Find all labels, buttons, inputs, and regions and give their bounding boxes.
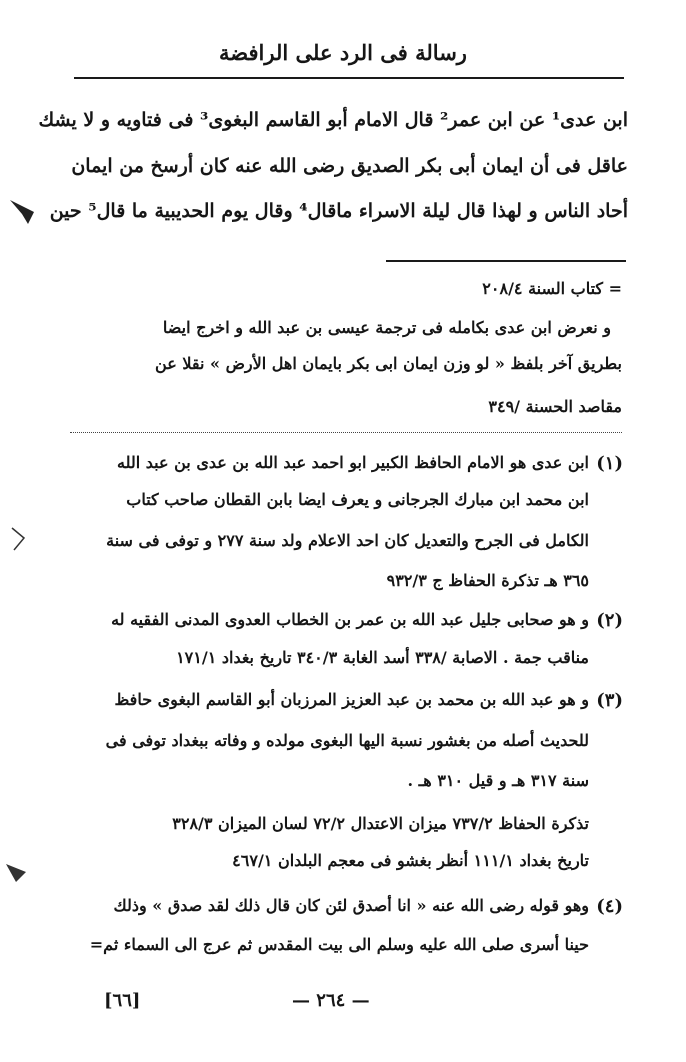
dotted-divider [70, 432, 622, 433]
footnote-number: (٣) [596, 690, 623, 711]
footnote-number: (٢) [596, 610, 623, 631]
footnote-line: تذكرة الحفاظ ٧٣٧/٢ ميزان الاعتدال ٧٢/٢ لسان الميزان ٣٢٨/٣ [172, 814, 589, 833]
running-head: رسالة فى الرد على الرافضة [219, 40, 467, 65]
footnote-line: ابن عدى هو الامام الحافظ الكبير ابو احمد عبد الله بن عدى بن عبد الله [117, 453, 589, 472]
footnote-line: و هو عبد الله بن محمد بن عبد العزيز المرزبان أبو القاسم البغوى حافظ [114, 690, 589, 709]
continued-note-line: و نعرض ابن عدى بكامله فى ترجمة عيسى بن عبد الله و اخرج ايضا [162, 318, 611, 337]
footnote-number: (٤) [596, 896, 623, 917]
main-text-line: أحاد الناس و لهذا قال ليلة الاسراء ماقال⁴ وقال يوم الحديبية ما قال⁵ حين [49, 200, 628, 222]
margin-mark-icon [10, 524, 32, 554]
continued-note-line: = كتاب السنة ٢٠٨/٤ [482, 279, 622, 298]
footnote-line: ٣٦٥ هـ تذكرة الحفاظ ج ٩٣٢/٣ [386, 571, 589, 590]
notes-separator [386, 260, 626, 262]
main-text-line: ابن عدى¹ عن ابن عمر² قال الامام أبو القاسم البغوى³ فى فتاويه و لا يشك [38, 109, 628, 131]
footnote-number: (١) [596, 453, 623, 474]
footnote-line: سنة ٣١٧ هـ و قيل ٣١٠ هـ . [407, 771, 589, 790]
footnote-line: وهو قوله رضى الله عنه « انا أصدق لئن كان قال ذلك لقد صدق » وذلك [113, 896, 589, 915]
footnote-line: الكامل فى الجرح والتعديل كان احد الاعلام ولد سنة ٢٧٧ و توفى فى سنة [106, 531, 589, 550]
footnote-line: حينا أسرى صلى الله عليه وسلم الى بيت المقدس ثم عرج الى السماء ثم= [89, 935, 589, 954]
bracket-page-number: [٦٦] [104, 990, 141, 1011]
margin-mark-icon [8, 190, 38, 230]
continued-note-line: بطريق آخر بلفظ « لو وزن ايمان ابى بكر بايمان اهل الأرض » نقلا عن [155, 354, 622, 373]
header-rule [74, 77, 624, 79]
page-number: — ٢٦٤ — [292, 990, 370, 1011]
main-text-line: عاقل فى أن ايمان أبى بكر الصديق رضى الله عنه كان أرسخ من ايمان [71, 155, 628, 177]
margin-mark-icon [4, 858, 30, 888]
footnote-line: ابن محمد ابن مبارك الجرجانى و يعرف ايضا بابن القطان صاحب كتاب [126, 490, 589, 509]
footnote-line: و هو صحابى جليل عبد الله بن عمر بن الخطاب العدوى المدنى الفقيه له [111, 610, 589, 629]
footnote-line: مناقب جمة . الاصابة /٣٣٨ أسد الغابة ٣٤٠/٣ تاريخ بغداد ١٧١/١ [176, 648, 589, 667]
footnote-line: للحديث أصله من بغشور نسبة اليها البغوى مولده و وفاته ببغداد توفى فى [105, 731, 589, 750]
footnote-line: تاريخ بغداد ١١١/١ أنظر بغشو فى معجم البلدان ٤٦٧/١ [232, 851, 589, 870]
continued-note-line: مقاصد الحسنة /٣٤٩ [488, 397, 622, 416]
